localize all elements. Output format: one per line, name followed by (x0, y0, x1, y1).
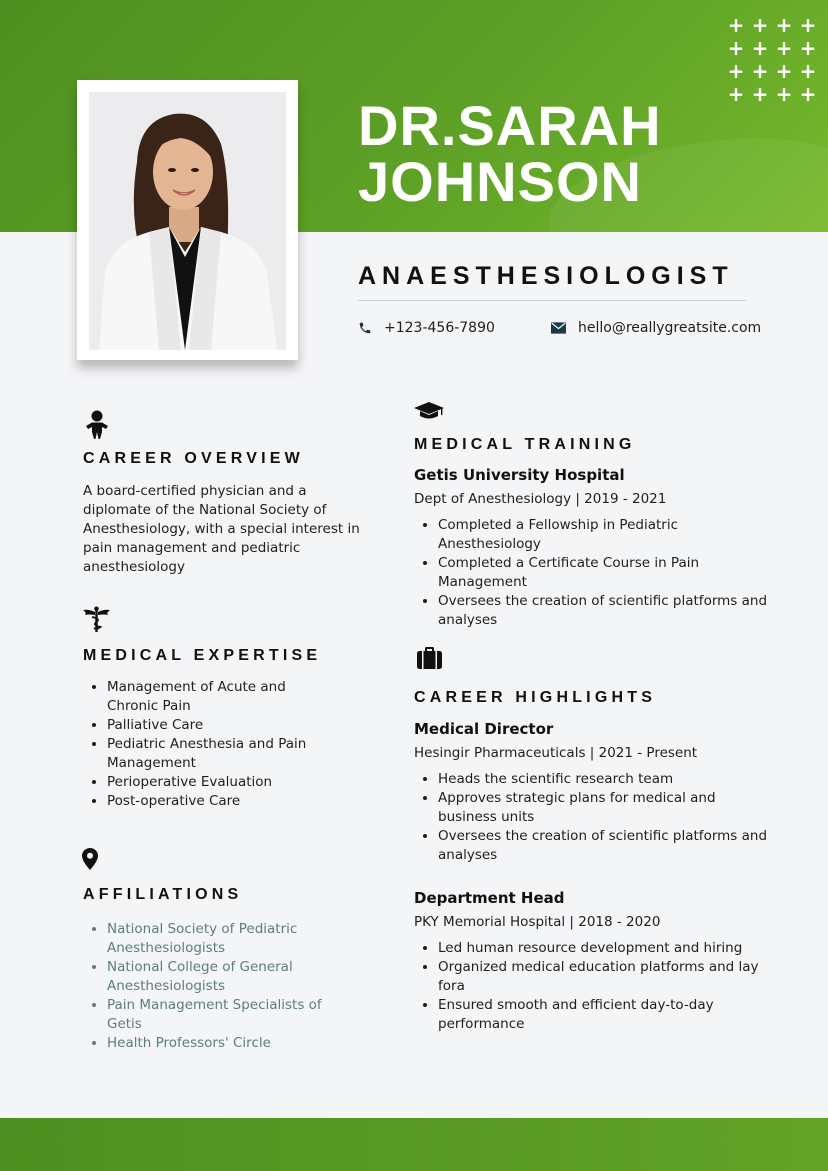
list-item: • Oversees the creation of scientific platforms and analyses (438, 827, 768, 865)
list-item: • Health Professors' Circle (107, 1034, 357, 1053)
list-item: • Completed a Fellowship in Pediatric Anesthesiology (438, 516, 768, 554)
list-item: • Management of Acute and Chronic Pain (107, 678, 327, 716)
list-item: • Completed a Certificate Course in Pain Management (438, 554, 768, 592)
doctor-name (358, 94, 662, 213)
person-icon (83, 410, 111, 440)
affiliations-heading: AFFILIATIONS (83, 886, 243, 903)
list-item: • Organized medical education platforms and lay fora (438, 958, 768, 996)
envelope-icon (551, 322, 566, 334)
list-item: • Palliative Care (107, 716, 327, 735)
list-item: • Led human resource development and hiring (438, 939, 768, 958)
career-overview-text: A board-certified physician and a diplomate of the National Society of Anesthesiology, with a special interest in pain management and pediatric anesthesiology (83, 483, 360, 575)
job-duties-list (414, 939, 768, 1034)
job-detail: Hesingir Pharmaceuticals | 2021 - Present (414, 745, 698, 761)
graduation-cap-icon (414, 402, 444, 420)
list-item: • Oversees the creation of scientific platforms and analyses (438, 592, 768, 630)
list-item: • National Society of Pediatric Anesthesiologists (107, 920, 357, 958)
list-item: • Perioperative Evaluation (107, 773, 327, 792)
list-item: • National College of General Anesthesiologists (107, 958, 357, 996)
title-divider (358, 300, 746, 301)
email-contact (551, 320, 761, 336)
plus-pattern-decoration: + + + + + + + + + + + + + + + + (727, 13, 817, 106)
phone-contact (358, 320, 495, 336)
list-item: • Pain Management Specialists of Getis (107, 996, 357, 1034)
footer-banner (0, 1118, 828, 1171)
job-title: ANAESTHESIOLOGIST (358, 262, 734, 290)
career-overview-heading: CAREER OVERVIEW (83, 450, 304, 467)
job-duties-list (414, 770, 768, 865)
affiliations-list (83, 920, 357, 1053)
medical-training-heading: MEDICAL TRAINING (414, 436, 636, 453)
phone-icon (358, 321, 372, 335)
location-pin-icon (82, 848, 98, 870)
training-detail: Dept of Anesthesiology | 2019 - 2021 (414, 491, 667, 507)
name-line-1: DR.SARAH (358, 94, 662, 157)
profile-photo (89, 92, 286, 350)
caduceus-icon (83, 606, 110, 633)
job-detail: PKY Memorial Hospital | 2018 - 2020 (414, 914, 661, 930)
list-item: • Ensured smooth and efficient day-to-day performance (438, 996, 768, 1034)
briefcase-icon (417, 647, 442, 669)
list-item: • Pediatric Anesthesia and Pain Management (107, 735, 327, 773)
job-role: Medical Director (414, 720, 554, 738)
phone-number[interactable]: +123-456-7890 (384, 320, 495, 336)
medical-expertise-heading: MEDICAL EXPERTISE (83, 647, 322, 664)
training-institution: Getis University Hospital (414, 466, 625, 484)
medical-training-list (414, 516, 768, 630)
list-item: • Heads the scientific research team (438, 770, 768, 789)
list-item: • Post-operative Care (107, 792, 327, 811)
career-highlights-heading: CAREER HIGHLIGHTS (414, 689, 657, 706)
profile-photo-frame (77, 80, 298, 360)
medical-expertise-list (83, 678, 327, 811)
job-role: Department Head (414, 889, 565, 907)
email-address[interactable]: hello@reallygreatsite.com (578, 320, 762, 336)
list-item: • Approves strategic plans for medical and business units (438, 789, 768, 827)
name-line-2: JOHNSON (358, 150, 642, 213)
